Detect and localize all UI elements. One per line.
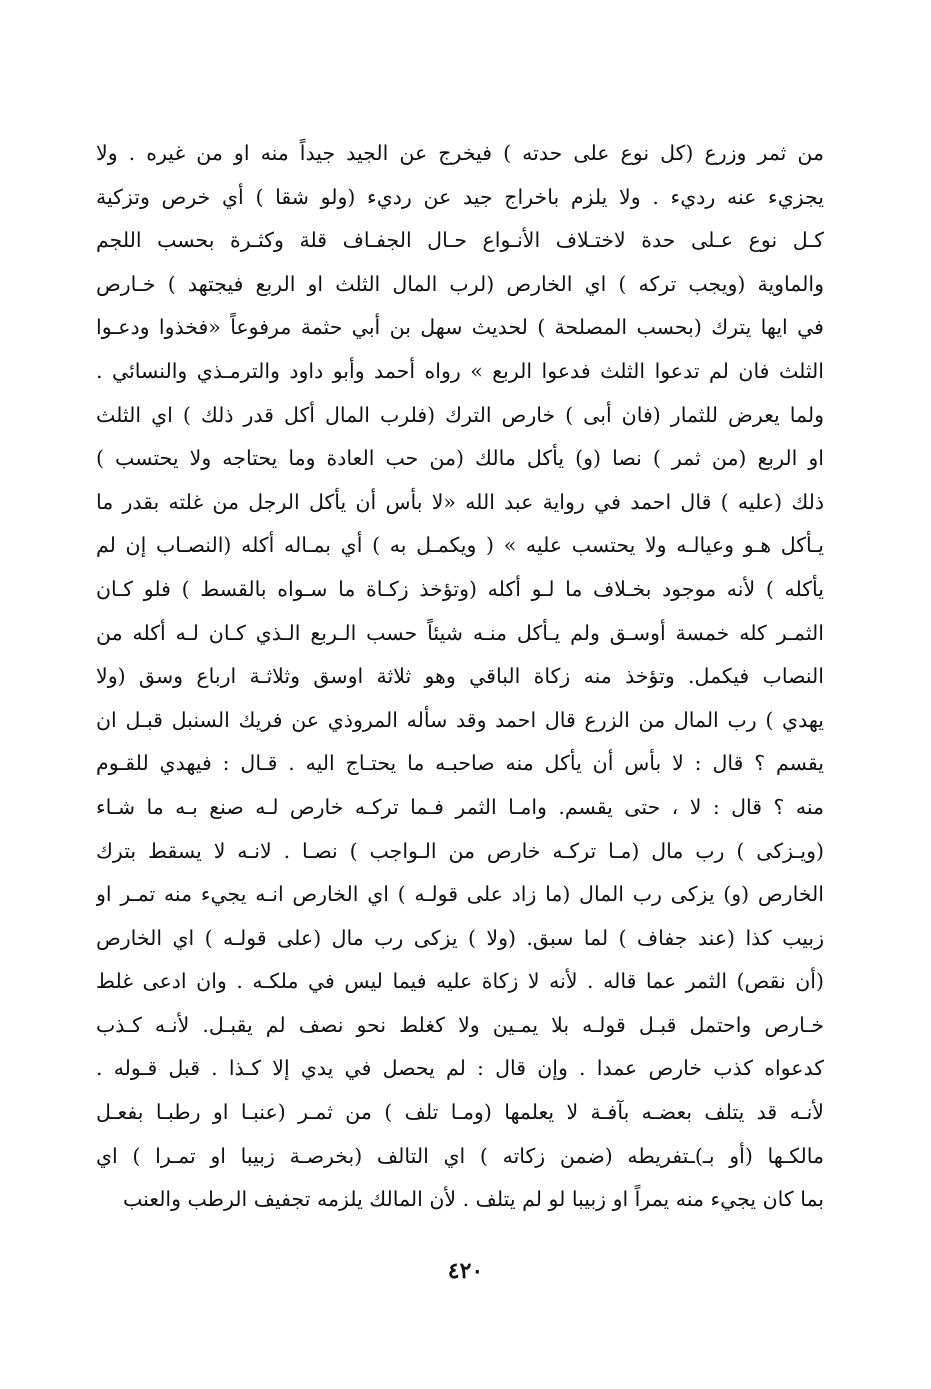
text-line: (ويـزكى ) رب مال (مـا تركـه خارص من الـواجب ) نصـا . لانـه لا يسقط بترك — [96, 838, 824, 863]
text-line: الثلث فان لم تدعوا الثلث فدعوا الربع » رواه أحمد وأبو داود والترمـذي والنسائي . — [96, 358, 824, 383]
text-line: يجزيء عنه رديء . ولا يلزم باخراج جيد عن رديء (ولو شقا ) أي خرص وتزكية — [96, 184, 824, 209]
text-line: في ايها يترك (بحسب المصلحة ) لحديث سهل بن أبي حثمة مرفوعاً «فخذوا ودعـوا — [96, 315, 824, 340]
text-line: لأنـه قد يتلف بعضـه بآفـة لا يعلمها (ومـا تلف ) من ثمـر (عنبـا او رطبـا بفعـل — [96, 1100, 824, 1125]
text-line: (أن نقص) الثمر عما قاله . لأنه لا زكاة عليه فيما ليس في ملكـه . وان ادعى غلط — [96, 969, 824, 994]
text-line: والماوية (ويجب تركه ) اي الخارص (لرب المال الثلث او الربع فيجتهد ) خـارص — [96, 271, 824, 296]
text-line: ذلك (عليه ) قال احمد في رواية عبد الله «لا بأس أن يأكل الرجل من غلته بقدر ما — [96, 489, 824, 514]
text-line: كـل نوع عـلى حدة لاختـلاف الأنـواع حـال الجفـاف قلة وكثـرة بحسب اللجم — [96, 228, 824, 253]
text-line: خـارص واحتمل قبـل قولـه بلا يمـين ولا كغلط نحو نصف لم يقبـل. لأنـه كـذب — [96, 1012, 824, 1037]
text-line: منه ؟ قال : لا ، حتى يقسم. وامـا الثمر فـما تركـه خارص لـه صنع بـه ما شـاء — [96, 794, 824, 819]
text-line: الثمـر كله خمسة أوسـق ولم يـأكل منـه شيئاً حسب الـربع الـذي كـان لـه أكله من — [96, 620, 824, 645]
text-line: النصاب فيكمل. وتؤخذ منه زكاة الباقي وهو ثلاثة اوسق وثلاثـة ارباع وسق (ولا — [96, 664, 824, 689]
text-line: يقسم ؟ قال : لا بأس أن يأكل منه صاحبـه ما يحتـاج اليه . قـال : فيهدي للقـوم — [96, 751, 824, 776]
text-line: زبيب كذا (عند جفاف ) لما سبق. (ولا ) يزكى رب مال (على قولـه ) اي الخارص — [96, 925, 824, 950]
text-line: مالكـها (أو بـ)ـتفريطه (ضمن زكاته ) اي التالف (بخرصـة زبيبا او تمـرا ) اي — [96, 1143, 824, 1168]
body-text — [96, 132, 824, 1222]
text-line: كدعواه كذب خارص عمدا . وإن قال : لم يحصل في يدي إلا كـذا . قبل قـوله . — [96, 1056, 824, 1081]
text-line: الخارص (و) يزكى رب المال (ما زاد على قولـه ) اي الخارص انـه يجيء منه تمـر او — [96, 882, 824, 907]
text-line: يهدي ) رب المال من الزرع قال احمد وقد سأله المروذي عن فريك السنبل قبـل ان — [96, 707, 824, 732]
text-line: او الربع (من ثمر ) نصا (و) يأكل مالك (من حب العادة وما يحتاجه ولا يحتسب ) — [96, 446, 824, 471]
text-line: ولما يعرض للثمار (فان أبى ) خارص الترك (فلرب المال أكل قدر ذلك ) اي الثلث — [96, 402, 824, 427]
text-line: يأكله ) لأنه موجود بخـلاف ما لـو أكله (وتؤخذ زكـاة ما سـواه بالقسط ) فلو كـان — [96, 576, 824, 601]
page-number: ٤٢٠ — [447, 1258, 484, 1284]
text-line: من ثمر وزرع (كل نوع على حدته ) فيخرج عن الجيد جيداً منه او من غيره . ولا — [96, 141, 824, 165]
text-line: بما كان يجيء منه يمراً او زبيبا لو لم يتلف . لأن المالك يلزمه تجفيف الرطب والعنب — [122, 1187, 824, 1212]
text-line: يـأكل هـو وعيالـه ولا يحتسب عليه » ( ويكمـل به ) أي بمـاله أكله (النصـاب إن لم — [96, 533, 824, 558]
